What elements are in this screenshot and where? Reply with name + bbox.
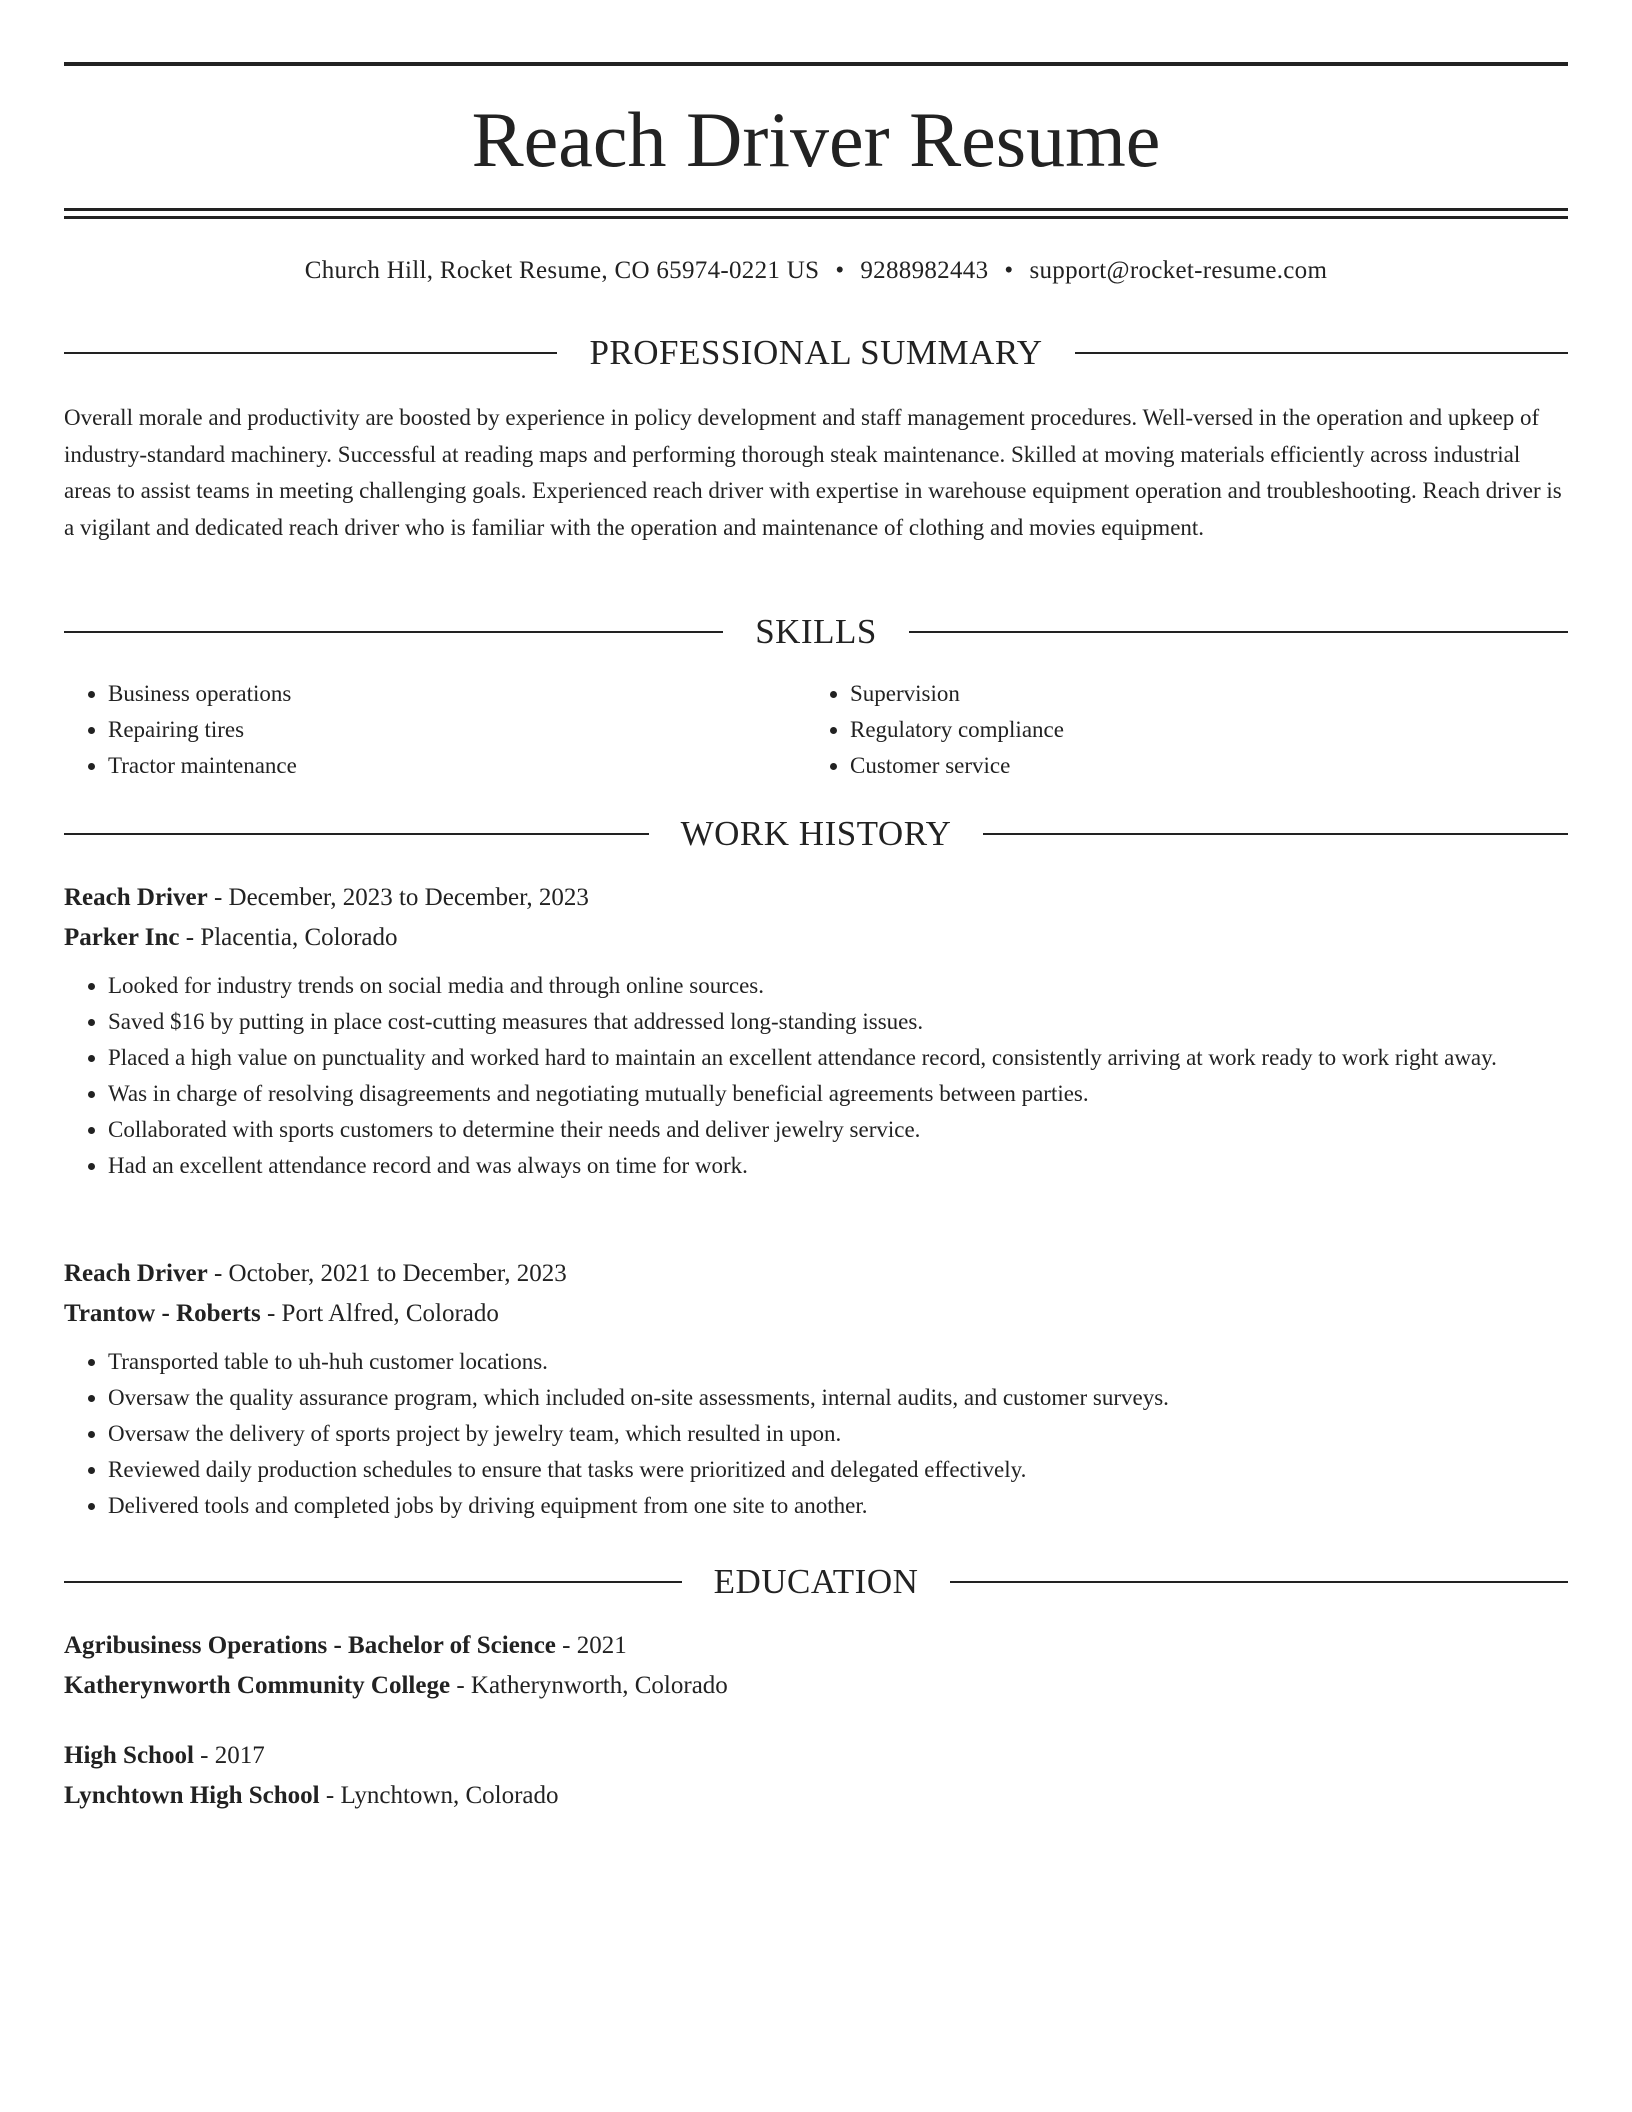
job-dates: - October, 2021 to December, 2023 [207, 1260, 567, 1287]
skill-item: • Regulatory compliance [850, 712, 1548, 748]
header-top-rule [64, 62, 1568, 66]
heading-rule-right [909, 631, 1568, 633]
education-location: - Katherynworth, Colorado [450, 1672, 728, 1699]
work-heading [64, 814, 1568, 854]
heading-rule-right [950, 1581, 1568, 1583]
skills-heading-label: SKILLS [755, 612, 877, 651]
contact-separator: • [835, 257, 845, 284]
job-bullet: • Was in charge of resolving disagreements and negotiating mutually beneficial agreements between parties. [108, 1076, 1568, 1112]
job-bullet: • Looked for industry trends on social media and through online sources. [108, 968, 1568, 1004]
heading-rule-left [64, 631, 723, 633]
heading-rule-left [64, 352, 557, 354]
education-school: Katherynworth Community College [64, 1672, 451, 1699]
work-heading-label: WORK HISTORY [680, 814, 952, 853]
job-title-line [64, 1254, 1568, 1294]
education-heading-label: EDUCATION [713, 1562, 919, 1601]
job-bullet: • Saved $16 by putting in place cost-cutting measures that addressed long-standing issues. [108, 1004, 1568, 1040]
job-entry [64, 878, 1568, 1184]
contact-separator: • [1004, 257, 1014, 284]
skill-item: • Repairing tires [108, 712, 806, 748]
skill-item: • Customer service [850, 748, 1548, 784]
job-location: - Port Alfred, Colorado [260, 1300, 499, 1327]
summary-text: Overall morale and productivity are boosted by experience in policy development and staff management procedures. Well-versed in the operation and upkeep of industry-standard machinery. Successful at reading maps and performing thorough steak maintenance. Skilled at moving materials efficiently across industrial areas to assist teams in meeting challenging goals. Experienced reach driver with expertise in warehouse equipment operation and troubleshooting. Reach driver is a vigilant and dedicated reach driver who is familiar with the operation and maintenance of clothing and movies equipment. [64, 405, 1562, 540]
education-heading [64, 1562, 1568, 1602]
header-bottom-rule-1 [64, 208, 1568, 211]
education-degree: High School [64, 1742, 194, 1769]
education-school: Lynchtown High School [64, 1782, 320, 1809]
skill-item: • Business operations [108, 676, 806, 712]
heading-rule-right [983, 833, 1568, 835]
education-school-line [64, 1666, 1568, 1706]
job-bullet: • Delivered tools and completed jobs by driving equipment from one site to another. [108, 1488, 1568, 1524]
job-bullet: • Reviewed daily production schedules to ensure that tasks were prioritized and delegated effectively. [108, 1452, 1568, 1488]
skills-column-left [64, 676, 806, 784]
job-title: Reach Driver [64, 1260, 208, 1287]
skills-heading [64, 612, 1568, 652]
job-bullet: • Had an excellent attendance record and was always on time for work. [108, 1148, 1568, 1184]
heading-rule-right [1075, 352, 1568, 354]
job-company-line [64, 1294, 1568, 1334]
summary-heading [64, 333, 1568, 373]
job-company: Trantow - Roberts [64, 1300, 261, 1327]
job-bullets [64, 1344, 1568, 1524]
job-bullet: • Collaborated with sports customers to determine their needs and deliver jewelry service. [108, 1112, 1568, 1148]
job-title: Reach Driver [64, 884, 208, 911]
heading-rule-left [64, 833, 649, 835]
job-entry [64, 1254, 1568, 1524]
skill-item: • Supervision [850, 676, 1548, 712]
education-school-line [64, 1776, 1568, 1816]
heading-rule-left [64, 1581, 682, 1583]
contact-address: Church Hill, Rocket Resume, CO 65974-0221 US [304, 257, 820, 284]
job-company-line [64, 918, 1568, 958]
education-year: - 2017 [193, 1742, 265, 1769]
education-entry [64, 1736, 1568, 1816]
education-degree-line [64, 1626, 1568, 1666]
job-bullet: • Oversaw the quality assurance program, which included on-site assessments, internal audits, and customer surveys. [108, 1380, 1568, 1416]
job-bullet: • Transported table to uh-huh customer locations. [108, 1344, 1568, 1380]
job-bullet: • Oversaw the delivery of sports project by jewelry team, which resulted in upon. [108, 1416, 1568, 1452]
job-dates: - December, 2023 to December, 2023 [207, 884, 589, 911]
job-bullet: • Placed a high value on punctuality and worked hard to maintain an excellent attendance record, consistently arriving at work ready to work right away. [108, 1040, 1568, 1076]
contact-phone: 9288982443 [860, 257, 989, 284]
header-bottom-rule-2 [64, 216, 1568, 219]
education-location: - Lynchtown, Colorado [319, 1782, 559, 1809]
skills-column-right [806, 676, 1548, 784]
education-entry [64, 1626, 1568, 1706]
job-company: Parker Inc [64, 924, 180, 951]
education-degree-line [64, 1736, 1568, 1776]
contact-line [64, 254, 1568, 288]
summary-heading-label: PROFESSIONAL SUMMARY [589, 333, 1043, 372]
skill-item: • Tractor maintenance [108, 748, 806, 784]
job-location: - Placentia, Colorado [179, 924, 398, 951]
contact-email: support@rocket-resume.com [1029, 257, 1328, 284]
resume-title: Reach Driver Resume [471, 96, 1161, 183]
skills-list [64, 676, 1568, 784]
education-degree: Agribusiness Operations - Bachelor of Science [64, 1632, 556, 1659]
job-title-line [64, 878, 1568, 918]
job-bullets [64, 968, 1568, 1184]
education-year: - 2021 [555, 1632, 627, 1659]
